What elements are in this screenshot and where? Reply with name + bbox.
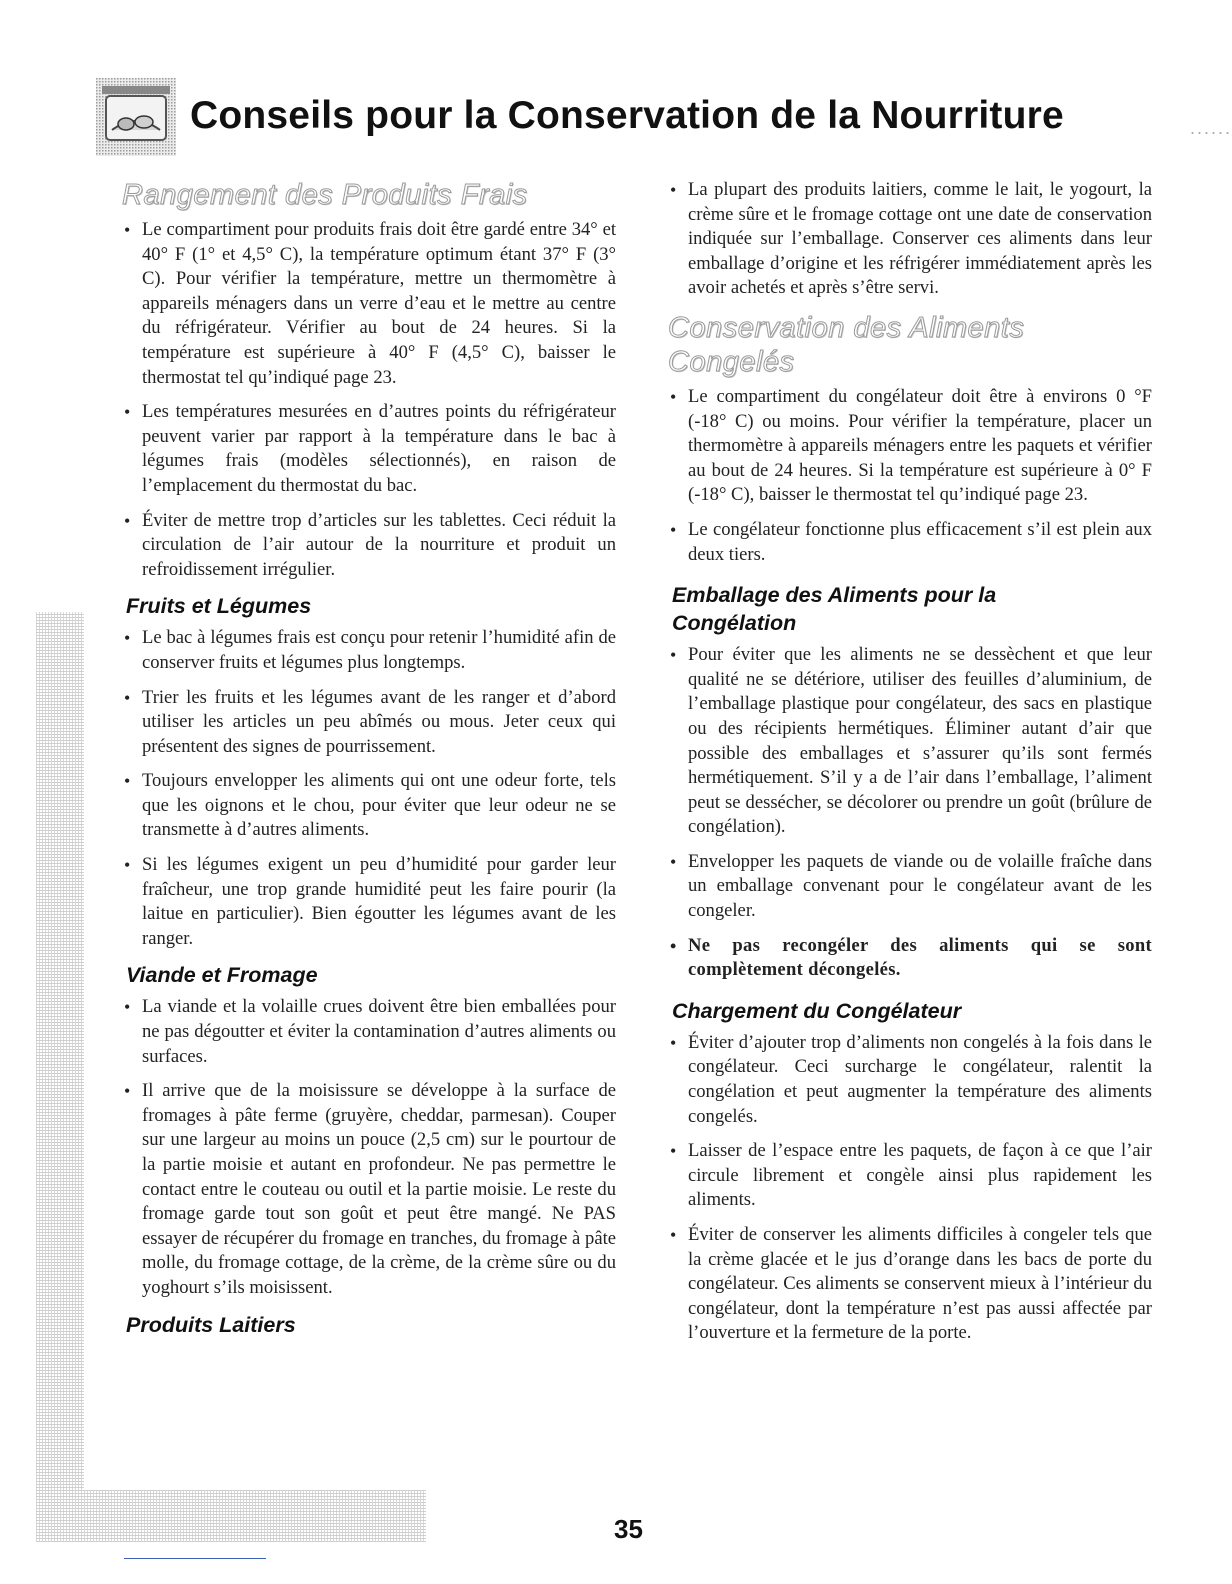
list-item: • Éviter de mettre trop d’articles sur les tablettes. Ceci réduit la circulation de l’air autour de la nourriture et produit un refroidissement irrégulier.	[120, 509, 616, 583]
list-item: • Laisser de l’espace entre les paquets, de façon à ce que l’air circule librement et congèle ainsi plus rapidement les aliments.	[666, 1139, 1152, 1213]
list-item: • Envelopper les paquets de viande ou de volaille fraîche dans un emballage convenant pour le congélateur avant de les congeler.	[666, 850, 1152, 924]
viande-fromage-list	[120, 995, 616, 1300]
subheading-line: Emballage des Aliments pour la	[672, 583, 997, 608]
produits-laitiers-list	[666, 178, 1152, 301]
section-title-line: Conservation des Aliments	[668, 311, 1025, 344]
aliments-congeles-list	[666, 385, 1152, 567]
refrigerator-food-icon	[96, 78, 176, 156]
footer-rule	[124, 1558, 266, 1559]
list-item: • La plupart des produits laitiers, comme le lait, le yogourt, la crème sûre et le fromage cottage ont une date de conservation indiquée sur l’emballage. Conserver ces aliments dans leur emballage d’origine et les réfrigérer immédiatement après les avoir achetés et après s’être servi.	[666, 178, 1152, 301]
emballage-list	[666, 643, 1152, 983]
page-number: 35	[614, 1514, 643, 1544]
right-column	[666, 178, 1152, 1356]
list-item: • Il arrive que de la moisissure se développe à la surface de fromages à pâte ferme (gruyère, cheddar, parmesan). Couper sur une largeur au moins un pouce (2,5 cm) sur le pourtour de la partie moisie et autant en profondeur. Ne pas permettre le contact entre le couteau ou outil et la partie moisie. Le reste du fromage garde tout son goût et peut être mangé. Ne PAS essayer de récupérer du fromage en tranches, du fromage à pâte molle, du fromage cottage, de la crème, de la crème sûre ou du yoghourt s’ils moisissent.	[120, 1079, 616, 1300]
chargement-list	[666, 1031, 1152, 1346]
left-column	[120, 178, 616, 1345]
decorative-bottom-strip	[84, 1490, 426, 1542]
list-item: • Le compartiment pour produits frais doit être gardé entre 34° et 40° F (1° et 4,5° C), la température optimum étant 37° F (3° C). Pour vérifier la température, mettre un thermomètre à appareils ménagers dans un verre d’eau et le mettre au centre du réfrigérateur. Vérifier au bout de 24 heures. Si la température est supérieure à 40° F (4,5° C), baisser le thermostat tel qu’indiqué page 23.	[120, 218, 616, 390]
fruits-legumes-list	[120, 626, 616, 951]
section-title-produits-frais: Rangement des Produits Frais	[122, 179, 528, 211]
subheading-viande-fromage: Viande et Fromage	[126, 963, 318, 988]
list-item: • Éviter d’ajouter trop d’aliments non congelés à la fois dans le congélateur. Ceci surcharge le congélateur, ralentit la congélation et peut augmenter la température des aliments congelés.	[666, 1031, 1152, 1129]
subheading-line: Congélation	[672, 611, 797, 636]
produits-frais-list	[120, 218, 616, 582]
decorative-side-strip	[36, 612, 84, 1542]
list-item: • Le bac à légumes frais est conçu pour retenir l’humidité afin de conserver fruits et légumes plus longtemps.	[120, 626, 616, 675]
title-trailing-dots: ......	[1190, 118, 1232, 138]
list-item: • Le compartiment du congélateur doit être à environs 0 °F (-18° C) ou moins. Pour vérifier la température, placer un thermomètre à appareils ménagers entre les paquets et vérifier au bout de 24 heures. Si la température est supérieure à 0° F (-18° C), baisser le thermostat tel qu’indiqué page 23.	[666, 385, 1152, 508]
subheading-chargement: Chargement du Congélateur	[672, 998, 962, 1023]
list-item: • Le congélateur fonctionne plus efficacement s’il est plein aux deux tiers.	[666, 518, 1152, 567]
page-header	[96, 78, 1232, 156]
list-item: • La viande et la volaille crues doivent être bien emballées pour ne pas dégoutter et éviter la contamination d’autres aliments ou surfaces.	[120, 995, 616, 1069]
list-item: • Pour éviter que les aliments ne se dessèchent et que leur qualité ne se détériore, utiliser des feuilles d’aluminium, de l’emballage plastique pour congélateur, des sacs en plastique ou des récipients hermétiques. Éliminer autant d’air que possible des emballages et s’assurer qu’ils sont fermés hermétiquement. S’il y a de l’air dans l’emballage, l’aliment peut se dessécher, se décolorer ou prendre un goût (brûlure de congélation).	[666, 643, 1152, 840]
section-title-aliments-congeles	[668, 311, 1152, 379]
subheading-produits-laitiers: Produits Laitiers	[126, 1312, 296, 1337]
list-item: • Les températures mesurées en d’autres points du réfrigérateur peuvent varier par rapport à la température dans le bac à légumes frais (modèles sélectionnés), en raison de l’emplacement du thermostat du bac.	[120, 400, 616, 498]
list-item: • Éviter de conserver les aliments difficiles à congeler tels que la crème glacée et le jus d’orange dans les bacs de porte du congélateur. Ces aliments se conservent mieux à l’intérieur du congélateur, dont la température n’est pas aussi affectée par l’ouverture et la fermeture de la porte.	[666, 1223, 1152, 1346]
subheading-emballage	[672, 581, 1152, 637]
list-item: • Si les légumes exigent un peu d’humidité pour garder leur fraîcheur, une trop grande humidité peut les faire pourir (la laitue en particulier). Bien égoutter les légumes avant de les ranger.	[120, 853, 616, 951]
subheading-fruits-legumes: Fruits et Légumes	[126, 594, 312, 619]
section-title-line: Congelés	[668, 345, 795, 378]
warning-item: • Ne pas recongéler des aliments qui se sont complètement décongelés.	[666, 934, 1152, 983]
list-item: • Toujours envelopper les aliments qui ont une odeur forte, tels que les oignons et le chou, pour éviter que leur odeur ne se transmette à d’autres aliments.	[120, 769, 616, 843]
list-item: • Trier les fruits et les légumes avant de les ranger et d’abord utiliser les articles un peu abîmés ou mous. Jeter ceux qui présentent des signes de pourrissement.	[120, 686, 616, 760]
page-title: Conseils pour la Conservation de la Nourriture	[190, 94, 1064, 137]
